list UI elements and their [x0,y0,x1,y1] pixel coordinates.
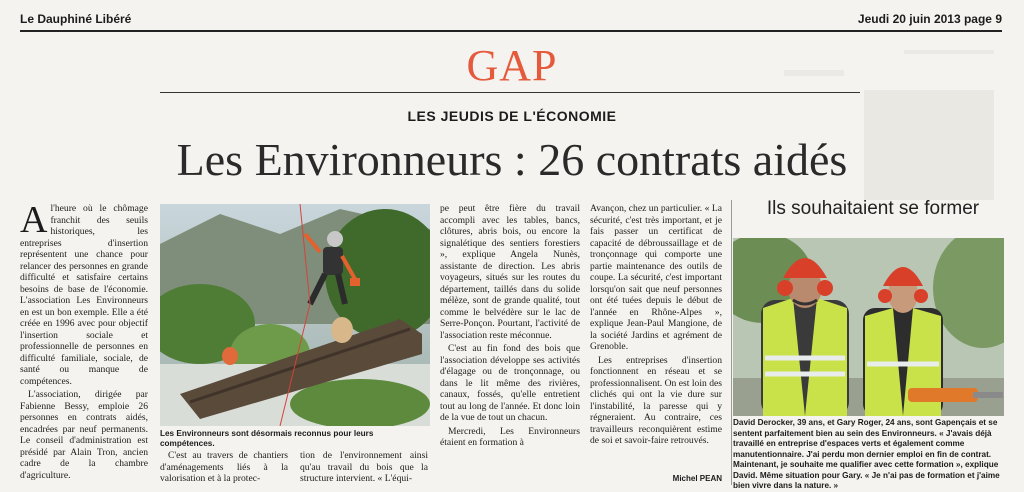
article-paragraph: C'est au travers de chantiers d'aménagements liés à la valorisation et à la protec- [160,450,288,484]
kicker: LES JEUDIS DE L'ÉCONOMIE [407,108,617,124]
article-column-2-bottom [160,450,288,487]
article-paragraph: pe peut être fière du travail accompli avec les tables, bancs, clôtures, abris bois, ou encore la signalétique des sentiers forestiers », explique Angela Nunès, assistante de direction. Les abris voyageurs, situés sur les routes du département, taillés dans du solide mélèze, sont de grande qualité, tout comme le belvédère sur le lac de Serre-Ponçon. Pourtant, l'activité de l'association reste méconnue. [440,203,580,341]
byline: Michel PEAN [672,474,722,483]
sidebar-caption: David Derocker, 39 ans, et Gary Roger, 24 ans, sont Gapençais et se sentent parfaitement bien au sein des Environneurs. « J'avais déjà travaillé en entreprise d'espaces verts et également comme manutentionnaire. J'ai perdu mon dernier emploi en fin de contrat. Maintenant, je souhaite me qualifier avec cette formation », explique David. Même situation pour Gary. « Je n'ai pas de formation et j'aime bien vivre dans la nature. » [733,418,1000,490]
photo-two-workers [733,238,1004,416]
article-paragraph: Mercredi, Les Environneurs étaient en formation à [440,425,580,448]
photo-tree-cutting-container [160,204,430,448]
dropcap: A [20,199,48,241]
section-title: GAP [466,41,558,90]
article-paragraph: Avançon, chez un particulier. « La sécurité, c'est très important, et je fais passer un certificat de capacité de débroussaillage et de tronçonnage qui comporte une partie maintenance des outils de coupe. La sécurité, c'est important lorsqu'on sait que neuf personnes ont été tuées depuis le début de l'année en Rhône-Alpes », explique Jean-Paul Mangione, de la société Jardins et agrément de Grenoble. [590,203,722,352]
article-column-5 [590,203,722,449]
photo-caption: Les Environneurs sont désormais reconnus pour leurs compétences. [160,429,374,448]
article-paragraph: C'est au fin fond des bois que l'association développe ses activités d'élagage ou de tronçonnage, ou dans le lit même des rivières, canaux, fossés, qu'elle entretient tout au long de l'année. Et donc loin de la vue de tout un chacun. [440,343,580,423]
photo-tree-cutting [160,204,430,426]
column-divider [731,200,732,485]
newspaper-name: Le Dauphiné Libéré [20,12,132,26]
article-column-4 [440,203,580,451]
article-paragraph: Al'heure où le chômage franchit des seuils historiques, les entreprises d'insertion représentent une chance pour relancer des personnes en grande difficulté et satisfaire certains besoins de base de l'économie. L'association Les Environneurs en est un bon exemple. Elle a été créée en 1996 avec pour objectif l'insertion sociale et professionnelle de personnes en difficulté familiale, sociale, de santé ou manque de compétences. [20,199,148,387]
headline: Les Environneurs : 26 contrats aidés [176,134,848,185]
date-page: Jeudi 20 juin 2013 page 9 [857,12,1002,26]
top-rule [20,30,1002,32]
article-column-1 [20,199,148,483]
article-column-3-bottom [300,450,428,487]
article-paragraph: tion de l'environnement ainsi qu'au travail du bois que la structure intervient. « L'équi- [300,450,428,484]
article-paragraph: Les entreprises d'insertion fonctionnent en réseau et se professionnalisent. On est loin des clichés qui ont la vie dure sur l'instabilité, la paresse qui y régneraient. Au contraire, ces travailleurs reconquièrent estime de soi et savoir-faire retrouvés. [590,354,722,446]
article-paragraph: L'association, dirigée par Fabienne Bessy, emploie 26 personnes en contrats aidés, encadrées par neuf permanents. Le conseil d'administration est présidé par Alain Tron, ancien cadre de la chambre d'agriculture. [20,389,148,481]
section-rule [160,92,860,93]
sidebar-title: Ils souhaitaient se former [766,198,980,219]
